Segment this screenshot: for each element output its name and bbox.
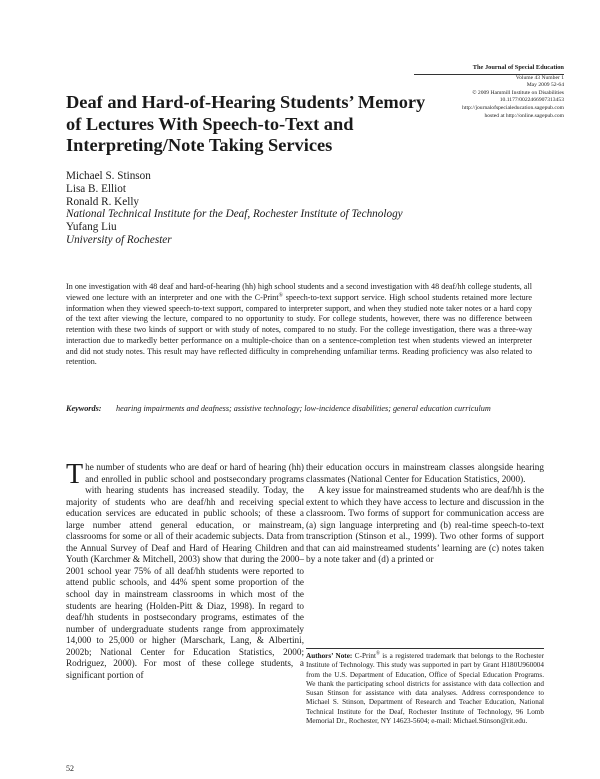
authors-note-text-continued: is a registered trademark that belongs to the Rochester Institute of Technology. This study was supported in part by Grant H180U960004 from the U.S. Department of Education, Office of Special Education Programs. We thank the participating school districts for assistance with data collection and Susan Stinson for assistance with data analyses. Address correspondence to Michael S. Stinson, Department of Research and Teacher Education, National Technical Institute for the Deaf, Rochester Institute of Technology, 96 Lomb Memorial Dr., Rochester, NY 14623-5604; e-mail: Michael.Stinson@rit.edu. — [306, 652, 545, 725]
journal-hosted-url[interactable]: hosted at http://online.sagepub.com — [484, 112, 564, 119]
authors-note-label: Authors’ Note: — [306, 652, 353, 660]
body-column-left — [66, 459, 304, 681]
article-title: Deaf and Hard-of-Hearing Students’ Memory of Lectures With Speech-to-Text and Interpreting/Note Taking Services — [66, 92, 426, 156]
body-column-right — [306, 462, 544, 566]
author-name: Ronald R. Kelly — [66, 195, 140, 208]
keywords-text: hearing impairments and deafness; assistive technology; low-incidence disabilities; general education curriculum — [116, 404, 491, 413]
authors-note-divider — [306, 648, 544, 649]
authors-note-text: C-Print — [352, 652, 376, 660]
journal-volume: Volume 43 Number 1 — [515, 74, 564, 81]
abstract-text: In one investigation with 48 deaf and hard-of-hearing (hh) high school students and a second investigation with 48 deaf/hh college students, all viewed one lecture with an interpreter and one with the C-Print — [66, 282, 532, 302]
author-name: Michael S. Stinson — [66, 170, 151, 182]
journal-date-pages: May 2009 52-64 — [526, 82, 564, 89]
keywords — [66, 404, 532, 415]
journal-info-divider — [414, 74, 564, 75]
author-block — [66, 170, 546, 247]
journal-copyright: © 2009 Hammill Institute on Disabilities — [472, 89, 564, 96]
page-number: 52 — [66, 764, 74, 773]
journal-title: The Journal of Special Education — [472, 64, 564, 71]
keywords-label: Keywords: — [66, 404, 102, 413]
drop-cap: T — [66, 459, 84, 490]
body-paragraph — [66, 459, 304, 681]
author-name: Yufang Liu — [66, 221, 117, 234]
author-affiliation: National Technical Institute for the Deaf, Rochester Institute of Technology — [66, 208, 403, 221]
registered-mark: ® — [278, 292, 283, 299]
abstract — [66, 282, 532, 368]
journal-info — [414, 64, 564, 120]
registered-mark: ® — [375, 651, 380, 657]
body-paragraph: their education occurs in mainstream classes alongside hearing classmates (National Center for Education Statistics, 2000). — [306, 462, 544, 484]
journal-doi: 10.1177/0022466907313453 — [499, 97, 564, 104]
authors-note — [306, 652, 544, 726]
author-affiliation: University of Rochester — [66, 233, 172, 246]
author-name: Lisa B. Elliot — [66, 182, 126, 195]
body-paragraph: A key issue for mainstreamed students who are deaf/hh is the extent to which they have access to lecture and discussion in the classroom. Two forms of support for communication access are (a) sign language interpreting and (b) real-time speech-to-text transcription (Stinson et al., 1999). Two other forms of support that can aid mainstreamed students’ learning are (c) notes taken by a note taker and (d) a printed or — [306, 485, 544, 565]
abstract-text-continued: speech-to-text support service. High school students retained more lecture information when they viewed speech-to-text support, compared to interpreter support, and when they studied note taker notes or a hard copy of the text after viewing the lecture, compared to no opportunity to study. For college students, however, there was no difference between retention with these two kinds of support or with study of notes, compared to no study. For the college investigation, there was a three-way interaction due to markedly better performance on a multiple-choice than on a sentence-completion test when students viewed an interpreter and did not study notes. This result may have reflected difficulty in comprehending unfamiliar terms. Reading proficiency was also related to retention. — [66, 292, 532, 367]
journal-url[interactable]: http://journalofspecialeducation.sagepub.com — [462, 104, 564, 111]
body-paragraph-text: he number of students who are deaf or hard of hearing (hh) and enrolled in public school and postsecondary programs with hearing students has increased steadily. Today, the majority of students who are deaf/hh and receiving special education services are educated in public schools; of these a large number attend general education, or mainstream, classrooms for some or all of their academic subjects. Data from the Annual Survey of Deaf and Hard of Hearing Children and Youth (Karchmer & Mitchell, 2003) show that during the 2000–2001 school year 75% of all deaf/hh students were reported to attend public schools, and 44% spent some proportion of the school day in mainstream classrooms in which most of the students are hearing (Holden-Pitt & Diaz, 1998). In regard to deaf/hh students in postsecondary programs, estimates of the number of undergraduate students range from approximately 14,000 to 25,000 or higher (Marschark, Lang, & Albertini, 2002b; National Center for Education Statistics, 2000; Rodriguez, 2000). For most of these college students, a significant portion of — [66, 462, 304, 680]
